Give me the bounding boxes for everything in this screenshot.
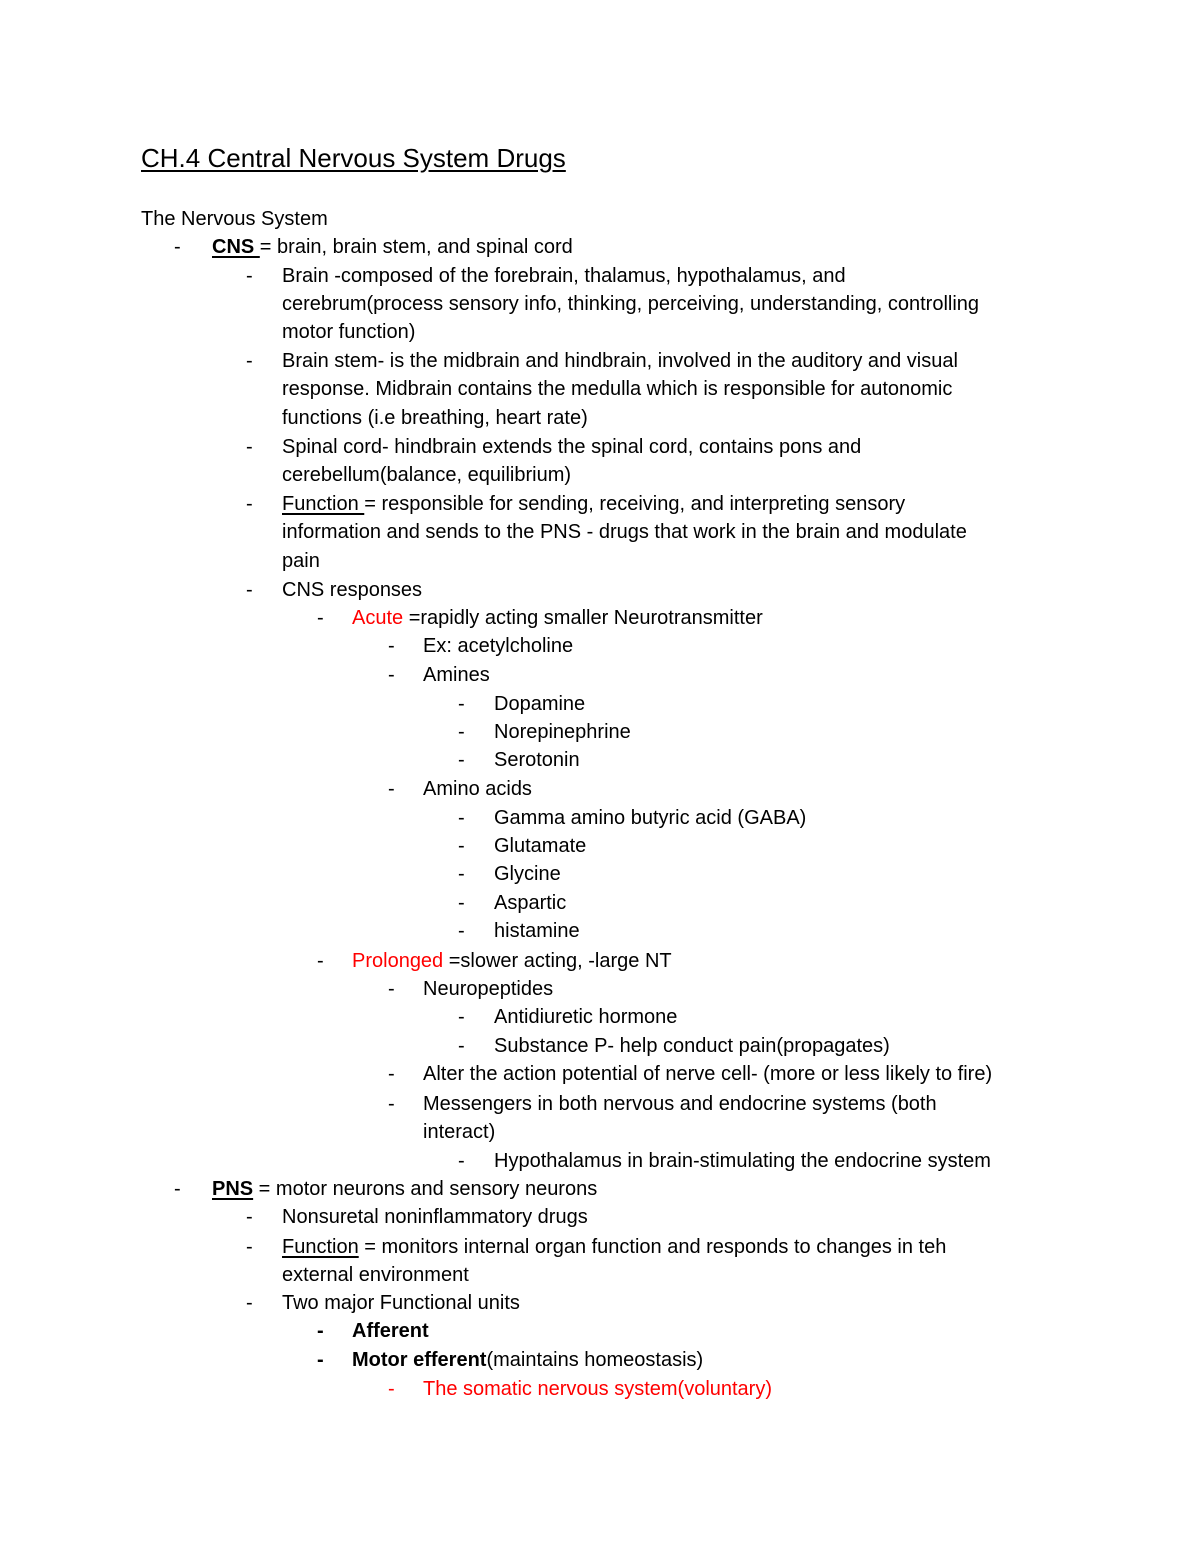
bullet-dash: - (246, 493, 253, 515)
bullet-dash: - (458, 892, 465, 914)
prolonged-definition: =slower acting, -large NT (443, 950, 672, 972)
page-title: CH.4 Central Nervous System Drugs (141, 143, 566, 173)
bullet-dash: - (458, 1035, 465, 1057)
list-item-messengers: Messengers in both nervous and endocrine systems (both (423, 1093, 937, 1115)
list-item-brain: Brain -composed of the forebrain, thalamus, hypothalamus, and (282, 265, 846, 287)
function-term: Function (282, 1236, 359, 1258)
list-item-amino-acid: Gamma amino butyric acid (GABA) (494, 807, 807, 829)
list-item-cns-function (282, 490, 905, 518)
list-item-amino-acid: histamine (494, 920, 580, 942)
pns-term: PNS (212, 1178, 254, 1200)
list-item-acute-example: Ex: acetylcholine (423, 635, 574, 657)
bullet-dash: - (388, 778, 395, 800)
bullet-dash: - (458, 1150, 465, 1172)
list-item-pns-function (282, 1233, 946, 1261)
section-heading: The Nervous System (141, 208, 328, 230)
cns-term: CNS (212, 236, 260, 258)
list-item-pns-function-cont: external environment (282, 1264, 469, 1286)
bullet-dash: - (317, 607, 324, 629)
prolonged-term: Prolonged (352, 950, 444, 972)
list-item-acute (352, 604, 763, 632)
list-item-amino-acid: Glycine (494, 863, 561, 885)
list-item-amino-acids: Amino acids (423, 778, 532, 800)
bullet-dash: - (246, 1292, 253, 1314)
list-item-afferent: Afferent (352, 1320, 429, 1342)
list-item-motor-efferent (352, 1346, 703, 1374)
list-item-cns (212, 233, 573, 261)
bullet-dash: - (458, 721, 465, 743)
bullet-dash: - (388, 1378, 395, 1400)
list-item-amine: Serotonin (494, 749, 580, 771)
bullet-dash: - (458, 807, 465, 829)
bullet-dash: - (246, 436, 253, 458)
list-item-hypothalamus: Hypothalamus in brain-stimulating the endocrine system (494, 1150, 991, 1172)
bullet-dash: - (246, 350, 253, 372)
list-item-neuropeptide: Substance P- help conduct pain(propagates) (494, 1035, 890, 1057)
list-item-functional-units: Two major Functional units (282, 1292, 520, 1314)
bullet-dash: - (246, 579, 253, 601)
bullet-dash: - (458, 835, 465, 857)
list-item-nsaids: Nonsuretal noninflammatory drugs (282, 1206, 588, 1228)
bullet-dash: - (317, 1320, 324, 1342)
acute-term: Acute (352, 607, 404, 629)
bullet-dash: - (246, 1236, 253, 1258)
list-item-messengers-cont: interact) (423, 1121, 496, 1143)
bullet-dash: - (388, 635, 395, 657)
bullet-dash: - (246, 265, 253, 287)
function-definition: = monitors internal organ function and responds to changes in teh (358, 1236, 947, 1258)
list-item-pns (212, 1175, 597, 1203)
cns-definition: = brain, brain stem, and spinal cord (259, 236, 573, 258)
list-item-neuropeptides: Neuropeptides (423, 978, 554, 1000)
bullet-dash: - (458, 749, 465, 771)
bullet-dash: - (317, 950, 324, 972)
motor-efferent-term: Motor efferent (352, 1349, 487, 1371)
list-item-brain-stem-cont: response. Midbrain contains the medulla which is responsible for autonomic (282, 378, 953, 400)
bullet-dash: - (388, 1093, 395, 1115)
bullet-dash: - (458, 920, 465, 942)
function-term: Function (282, 493, 365, 515)
list-item-brain-stem: Brain stem- is the midbrain and hindbrain, involved in the auditory and visual (282, 350, 958, 372)
bullet-dash: - (317, 1349, 324, 1371)
list-item-spinal-cord: Spinal cord- hindbrain extends the spinal cord, contains pons and (282, 436, 862, 458)
list-item-brain-cont: cerebrum(process sensory info, thinking, perceiving, understanding, controlling (282, 293, 980, 315)
list-item-spinal-cord-cont: cerebellum(balance, equilibrium) (282, 464, 572, 486)
bullet-dash: - (458, 1006, 465, 1028)
list-item-cns-responses: CNS responses (282, 579, 423, 601)
acute-definition: =rapidly acting smaller Neurotransmitter (403, 607, 763, 629)
bullet-dash: - (174, 236, 181, 258)
list-item-amino-acid: Aspartic (494, 892, 567, 914)
bullet-dash: - (458, 693, 465, 715)
list-item-somatic: The somatic nervous system(voluntary) (423, 1378, 773, 1400)
bullet-dash: - (388, 664, 395, 686)
list-item-cns-function-cont: pain (282, 550, 320, 572)
bullet-dash: - (174, 1178, 181, 1200)
pns-definition: = motor neurons and sensory neurons (253, 1178, 598, 1200)
list-item-cns-function-cont: information and sends to the PNS - drugs that work in the brain and modulate (282, 521, 967, 543)
list-item-amine: Norepinephrine (494, 721, 631, 743)
list-item-alter: Alter the action potential of nerve cell- (more or less likely to fire) (423, 1063, 993, 1085)
list-item-prolonged (352, 947, 672, 975)
list-item-brain-stem-cont: functions (i.e breathing, heart rate) (282, 407, 588, 429)
motor-efferent-note: (maintains homeostasis) (486, 1349, 704, 1371)
list-item-neuropeptide: Antidiuretic hormone (494, 1006, 678, 1028)
bullet-dash: - (388, 1063, 395, 1085)
bullet-dash: - (388, 978, 395, 1000)
list-item-brain-cont: motor function) (282, 321, 416, 343)
list-item-amino-acid: Glutamate (494, 835, 587, 857)
list-item-amines: Amines (423, 664, 490, 686)
bullet-dash: - (246, 1206, 253, 1228)
list-item-amine: Dopamine (494, 693, 586, 715)
bullet-dash: - (458, 863, 465, 885)
function-definition: = responsible for sending, receiving, and interpreting sensory (364, 493, 906, 515)
